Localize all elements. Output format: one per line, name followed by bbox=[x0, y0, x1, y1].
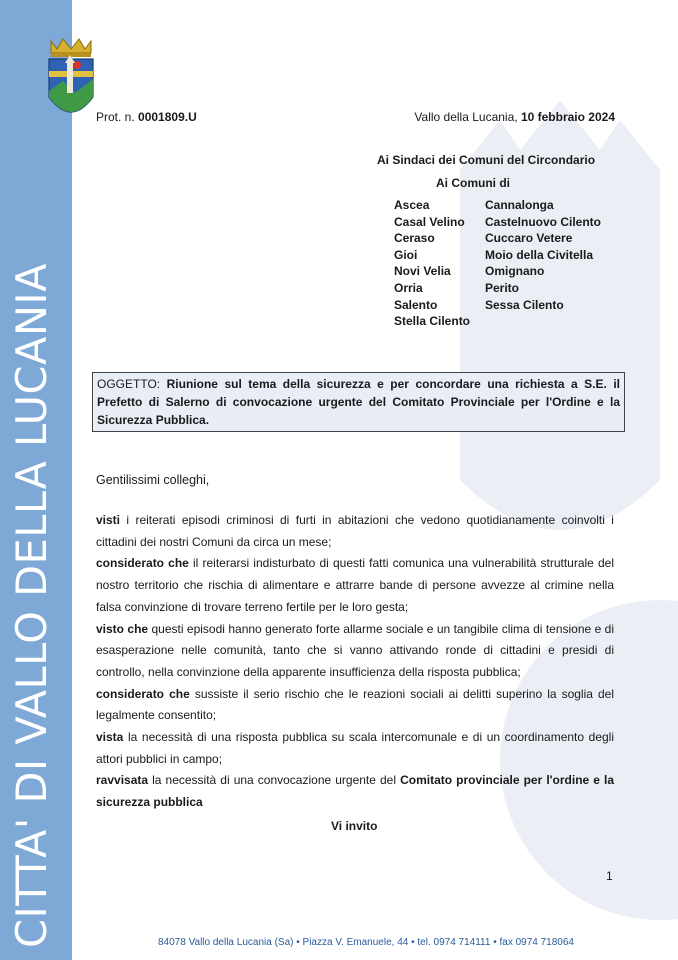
closing-line: Vi invito bbox=[331, 819, 378, 833]
comune-item: Novi Velia bbox=[394, 264, 451, 279]
salutation: Gentilissimi colleghi, bbox=[96, 473, 210, 487]
letter-date: 10 febbraio 2024 bbox=[520, 110, 615, 124]
recipients-line: Ai Sindaci dei Comuni del Circondario bbox=[377, 153, 596, 167]
protocol-label: Prot. n. bbox=[96, 110, 135, 124]
body-paragraph: vista la necessità di una risposta pubblica su scala intercomunale e di un coordinamento degli attori pubblici in campo; bbox=[96, 730, 614, 766]
comune-item: Ascea bbox=[394, 198, 430, 212]
comuni-list bbox=[394, 197, 601, 330]
subject-text: Riunione sul tema della sicurezza e per concordare una richiesta a S.E. il Prefetto di Salerno di convocazione urgente del Comitato Provinciale per l'Ordine e la Sicurezza Pubblica. bbox=[97, 377, 620, 427]
comuni-heading: Ai Comuni di bbox=[436, 176, 510, 190]
comune-item: Perito bbox=[485, 280, 520, 295]
body-paragraph: visti i reiterati episodi criminosi di furti in abitazioni che vedono quotidianamente coinvolti i cittadini dei nostri Comuni da circa un mese; bbox=[96, 513, 614, 549]
comune-item: Cannalonga bbox=[485, 198, 554, 212]
letter-body bbox=[96, 510, 614, 814]
body-paragraph: considerato che sussiste il serio rischio che le reazioni sociali ai delitti superino la soglia del legalmente consentito; bbox=[96, 686, 614, 723]
place-name: Vallo della Lucania, bbox=[414, 110, 518, 124]
body-paragraph: visto che questi episodi hanno generato forte allarme sociale e un tangibile clima di tensione e di esasperazione nelle comunità, tanto che si vanno attivando ronde di cittadini e presidi di controllo, nella convinzione della apparente insufficienza della risposta pubblica; bbox=[96, 621, 614, 679]
comune-item: Salento bbox=[394, 297, 438, 312]
page-number: 1 bbox=[606, 869, 613, 883]
comune-item: Stella Cilento bbox=[394, 314, 471, 329]
comune-item: Gioi bbox=[394, 247, 418, 262]
protocol-number bbox=[96, 110, 197, 124]
comune-item: Cuccaro Vetere bbox=[485, 231, 573, 246]
comune-item: Ceraso bbox=[394, 231, 435, 246]
date-line bbox=[414, 110, 615, 124]
protocol-value: 0001809.U bbox=[138, 110, 197, 124]
subject-box bbox=[92, 372, 625, 432]
comune-item: Orria bbox=[394, 280, 423, 295]
comune-item: Moio della Civitella bbox=[485, 247, 594, 262]
comune-item: Sessa Cilento bbox=[485, 297, 564, 312]
comune-item: Casal Velino bbox=[394, 214, 465, 229]
body-paragraph: ravvisata la necessità di una convocazione urgente del Comitato provinciale per l'ordine e la sicurezza pubblica bbox=[96, 773, 615, 810]
city-crest-icon bbox=[45, 35, 97, 129]
body-paragraph: considerato che il reiterarsi indisturbato di questi fatti comunica una vulnerabilità strutturale del nostro territorio che rischia di alimentare e attrarre bande di persone avvezze al crimine nella falsa convinzione di trovare terreno fertile per le loro gesta; bbox=[96, 556, 614, 614]
sidebar-band bbox=[0, 0, 72, 960]
footer-address: 84078 Vallo della Lucania (Sa) • Piazza V. Emanuele, 44 • tel. 0974 714111 • fax 0974 718064 bbox=[158, 937, 574, 948]
sidebar-city-name: CITTA' DI VALLO DELLA LUCANIA bbox=[7, 262, 56, 948]
comune-item: Castelnuovo Cilento bbox=[485, 214, 602, 229]
comune-item: Omignano bbox=[485, 264, 545, 279]
subject-label: OGGETTO: bbox=[97, 377, 161, 391]
